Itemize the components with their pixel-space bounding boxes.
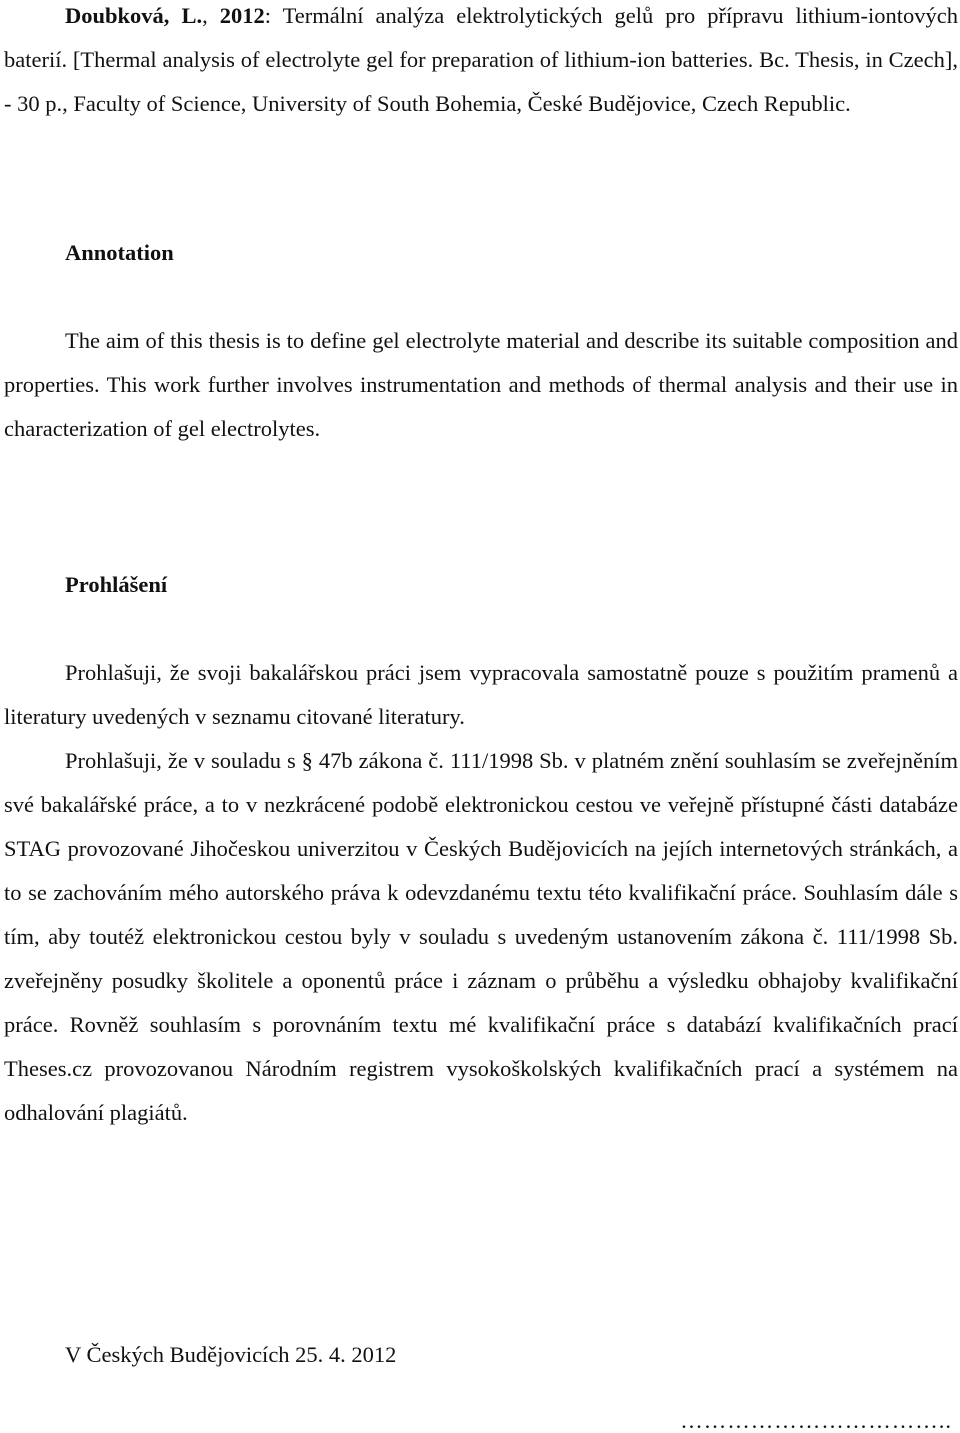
citation-author: Doubková, L. <box>65 3 203 28</box>
citation-separator: , <box>202 3 220 28</box>
citation-text: : Termální analýza elektrolytických gelů pro přípravu lithium-iontových baterií. [Thermal analysis of electrolyte gel for preparation of lithium-ion batteries. Bc. Thesis, in Czech], - 30 p., Faculty of Science, University of South Bohemia, České Budějovice, Czech Republic. <box>4 3 958 116</box>
declaration-paragraph-1: Prohlašuji, že svoji bakalářskou práci jsem vypracovala samostatně pouze s použitím pramenů a literatury uvedených v seznamu citované literatury. <box>4 660 958 729</box>
signature-line: …………………………….. <box>680 1408 952 1433</box>
declaration-paragraph-2: Prohlašuji, že v souladu s § 47b zákona č. 111/1998 Sb. v platném znění souhlasím se zveřejněním své bakalářské práce, a to v nezkrácené podobě elektronickou cestou ve veřejně přístupné části databáze STAG provozované Jihočeskou univerzitou v Českých Budějovicích na jejích internetových stránkách, a to se zachováním mého autorského práva k odevzdanému textu této kvalifikační práce. Souhlasím dále s tím, aby toutéž elektronickou cestou byly v souladu s uvedeným ustanovením zákona č. 111/1998 Sb. zveřejněny posudky školitele a oponentů práce i záznam o průběhu a výsledku obhajoby kvalifikační práce. Rovněž souhlasím s porovnáním textu mé kvalifikační práce s databází kvalifikačních prací Theses.cz provozovanou Národním registrem vysokoškolských kvalifikačních prací a systémem na odhalování plagiátů. <box>4 748 958 1125</box>
annotation-heading: Annotation <box>65 240 174 265</box>
citation-year: 2012 <box>219 3 265 28</box>
place-and-date: V Českých Budějovicích 25. 4. 2012 <box>65 1342 397 1367</box>
annotation-paragraph: The aim of this thesis is to define gel electrolyte material and describe its suitable composition and properties. This work further involves instrumentation and methods of thermal analysis and their use in characterization of gel electrolytes. <box>4 328 958 441</box>
bibliographic-citation <box>4 0 958 126</box>
declaration-heading: Prohlášení <box>65 572 168 597</box>
